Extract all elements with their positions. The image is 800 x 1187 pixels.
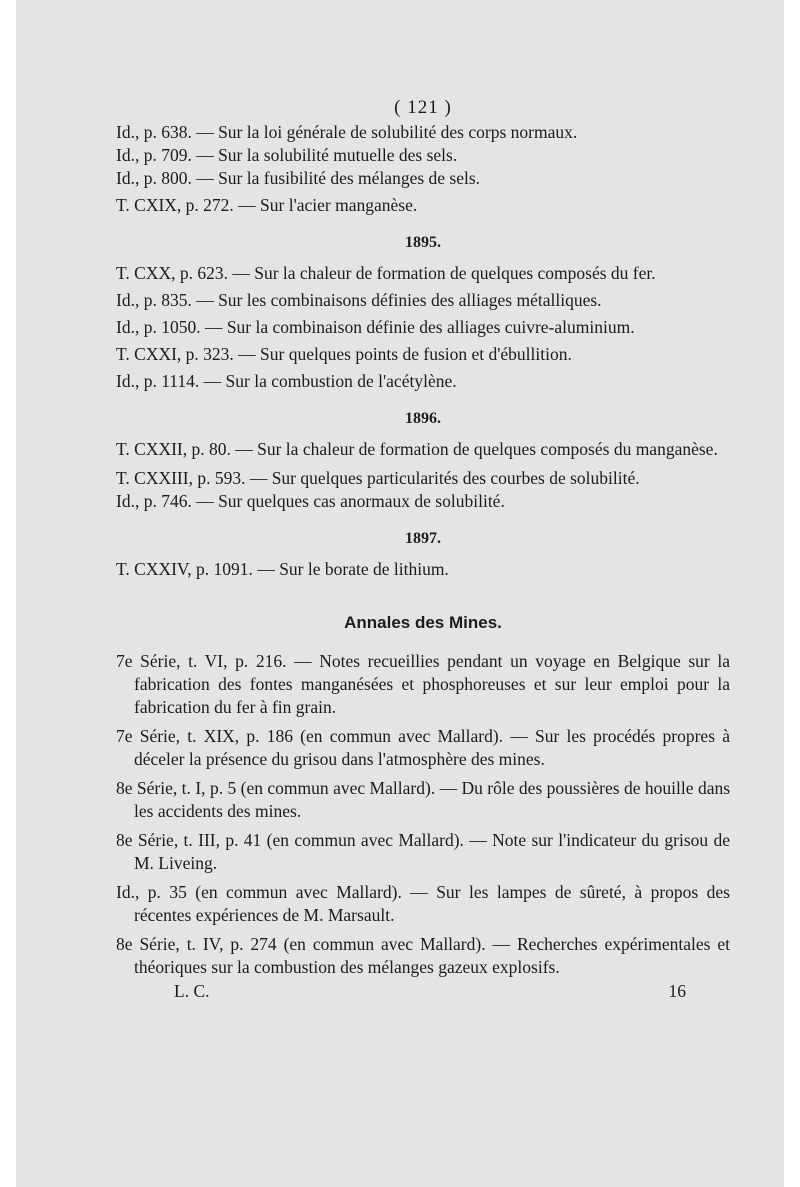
bibliography-entry: Id., p. 35 (en commun avec Mallard). — Sur les lampes de sûreté, à propos des récentes expériences de M. Marsault. [116,882,730,925]
entry-ref: Id., p. 1114. [116,371,200,391]
bibliography-entry: T. CXXIV, p. 1091. — Sur le borate de lithium. [116,559,449,579]
entry-ref: 8e Série, t. IV, p. 274 (en commun avec Mallard). [116,934,486,954]
entry-ref: 7e Série, t. VI, p. 216. [116,651,287,671]
entry-title: Sur quelques cas anormaux de solubilité. [218,491,505,511]
entry-title: Sur quelques particularités des courbes de solubilité. [271,468,640,488]
entry-title: Sur la chaleur de formation de quelques composés du fer. [254,263,656,283]
entry-ref: Id., p. 1050. [116,317,201,337]
entries-1896 [116,438,730,513]
entry-title: Note sur l'indicateur du grisou de M. Liveing. [134,830,731,873]
year-heading-1895: 1895. [405,234,441,251]
entry-ref: 7e Série, t. XIX, p. 186 (en commun avec Mallard). [116,726,504,746]
footer-signature: L. C. [174,981,210,1001]
entry-ref: Id., p. 746. [116,491,192,511]
entry-title: Sur quelques points de fusion et d'ébullition. [260,344,572,364]
comptes-rendus-list [116,121,730,217]
entry-title: Sur la solubilité mutuelle des sels. [218,145,458,165]
entry-ref: T. CXXIV, p. 1091. [116,559,253,579]
document-page [16,0,784,1187]
entry-ref: Id., p. 35 (en commun avec Mallard). [116,882,402,902]
entry-ref: T. CXXI, p. 323. [116,344,234,364]
entry-ref: Id., p. 709. [116,145,192,165]
page-footer [116,980,730,1003]
bibliography-entry: T. CXXI, p. 323. — Sur quelques points de fusion et d'ébullition. [116,344,572,364]
page-content [116,96,730,1003]
entry-ref: Id., p. 835. [116,290,192,310]
bibliography-entry: 8e Série, t. IV, p. 274 (en commun avec Mallard). — Recherches expérimentales et théoriques sur la combustion des mélanges gazeux explosifs. [116,934,730,977]
bibliography-entry: Id., p. 638. — Sur la loi générale de solubilité des corps normaux. [116,122,578,142]
entry-title: Sur la combinaison définie des alliages cuivre-aluminium. [226,317,635,337]
entry-title: Recherches expérimentales et théoriques sur la combustion des mélanges gazeux explosifs. [134,934,730,977]
bibliography-entry: T. CXX, p. 623. — Sur la chaleur de formation de quelques composés du fer. [116,263,656,283]
entry-title: Sur l'acier manganèse. [260,195,418,215]
bibliography-entry: Id., p. 835. — Sur les combinaisons définies des alliages métalliques. [116,290,602,310]
entry-ref: T. CXX, p. 623. [116,263,228,283]
bibliography-entry: 8e Série, t. I, p. 5 (en commun avec Mallard). — Du rôle des poussières de houille dans les accidents des mines. [116,778,731,821]
entries-1895 [116,262,730,393]
bibliography-entry: 8e Série, t. III, p. 41 (en commun avec Mallard). — Note sur l'indicateur du grisou de M. Liveing. [116,830,731,873]
entry-title: Sur la loi générale de solubilité des corps normaux. [218,122,578,142]
bibliography-entry: 7e Série, t. VI, p. 216. — Notes recueillies pendant un voyage en Belgique sur la fabrication des fontes manganésées et phosphoreuses et sur leur emploi pour la fabrication du fer à fin grain. [116,651,730,717]
annales-list [116,650,730,979]
bibliography-entry: 7e Série, t. XIX, p. 186 (en commun avec Mallard). — Sur les procédés propres à déceler la présence du grisou dans l'atmosphère des mines. [116,726,730,769]
bibliography-entry: T. CXXIII, p. 593. — Sur quelques particularités des courbes de solubilité. [116,468,640,488]
entry-title: Sur la combustion de l'acétylène. [225,371,457,391]
entry-title: Sur les lampes de sûreté, à propos des récentes expériences de M. Marsault. [134,882,730,925]
entry-ref: 8e Série, t. I, p. 5 (en commun avec Mallard). [116,778,436,798]
entry-title: Sur les combinaisons définies des alliages métalliques. [218,290,602,310]
bibliography-entry: Id., p. 800. — Sur la fusibilité des mélanges de sels. [116,168,481,188]
entry-ref: 8e Série, t. III, p. 41 (en commun avec Mallard). [116,830,464,850]
bibliography-entry: T. CXXII, p. 80. — Sur la chaleur de formation de quelques composés du manganèse. [116,439,718,459]
entry-title: Sur le borate de lithium. [279,559,449,579]
year-heading-1897: 1897. [405,530,441,547]
entry-title: Notes recueillies pendant un voyage en Belgique sur la fabrication des fontes manganésées et phosphoreuses et sur leur emploi pour la fabrication du fer à fin grain. [134,651,730,717]
entry-title: Sur les procédés propres à déceler la présence du grisou dans l'atmosphère des mines. [134,726,730,769]
entry-ref: Id., p. 800. [116,168,192,188]
footer-sheet-number: 16 [668,981,686,1001]
entry-ref: T. CXXIII, p. 593. [116,468,246,488]
entry-title: Sur la chaleur de formation de quelques composés du manganèse. [257,439,718,459]
bibliography-entry: T. CXIX, p. 272. — Sur l'acier manganèse. [116,195,418,215]
bibliography-entry: Id., p. 709. — Sur la solubilité mutuelle des sels. [116,145,458,165]
entry-ref: T. CXXII, p. 80. [116,439,231,459]
year-heading-1896: 1896. [405,410,441,427]
entry-ref: Id., p. 638. [116,122,192,142]
entry-title: Du rôle des poussières de houille dans les accidents des mines. [134,778,731,821]
bibliography-entry: Id., p. 746. — Sur quelques cas anormaux de solubilité. [116,491,505,511]
page-number: ( 121 ) [394,97,452,118]
bibliography-entry: Id., p. 1050. — Sur la combinaison définie des alliages cuivre-aluminium. [116,317,635,337]
bibliography-entry: Id., p. 1114. — Sur la combustion de l'acétylène. [116,371,457,391]
section-heading-annales: Annales des Mines. [344,613,502,632]
entry-ref: T. CXIX, p. 272. [116,195,234,215]
entry-title: Sur la fusibilité des mélanges de sels. [218,168,481,188]
entries-1897 [116,558,730,581]
